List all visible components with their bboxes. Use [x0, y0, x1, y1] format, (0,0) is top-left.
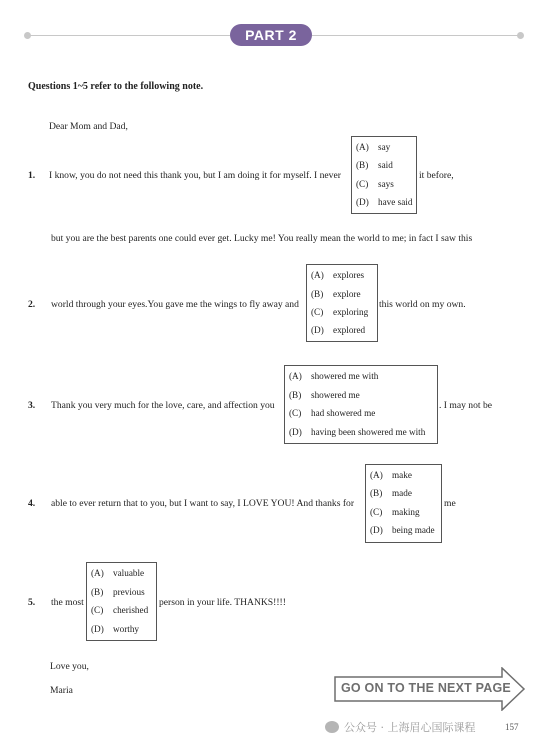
option-letter: (B)	[289, 390, 302, 400]
sentence-text: . I may not be	[439, 400, 493, 411]
option-c[interactable]	[311, 307, 368, 317]
option-letter: (B)	[356, 160, 369, 170]
option-b[interactable]	[311, 289, 361, 299]
option-text: explore	[333, 289, 361, 299]
option-text: showered me	[311, 390, 360, 400]
sentence-text: person in your life. THANKS!!!!	[159, 597, 286, 608]
option-text: having been showered me with	[311, 427, 426, 437]
sentence-text: able to ever return that to you, but I want to say, I LOVE YOU! And thanks for	[51, 498, 355, 509]
option-text: had showered me	[311, 408, 376, 418]
option-letter: (A)	[289, 371, 302, 381]
wechat-icon	[325, 721, 339, 733]
next-page-label[interactable]: GO ON TO THE NEXT PAGE	[341, 681, 511, 695]
option-text: exploring	[333, 307, 369, 317]
answer-choices-box	[365, 464, 442, 543]
watermark-text: 公众号 · 上海眉心国际课程	[344, 721, 476, 734]
greeting: Dear Mom and Dad,	[49, 121, 128, 132]
sentence-text: the most	[51, 597, 84, 608]
option-letter: (B)	[311, 289, 324, 299]
part-badge: PART 2	[230, 24, 312, 46]
option-letter: (A)	[91, 568, 104, 578]
option-letter: (B)	[370, 488, 383, 498]
instructions-heading: Questions 1~5 refer to the following note.	[28, 81, 204, 92]
question-number: 5.	[28, 597, 36, 608]
option-b[interactable]	[91, 587, 145, 597]
option-d[interactable]	[370, 525, 435, 535]
option-text: cherished	[113, 605, 149, 615]
option-text: explored	[333, 325, 366, 335]
option-text: being made	[392, 525, 435, 535]
header-rule-right	[312, 35, 520, 36]
sentence-text: me	[444, 498, 456, 509]
option-a[interactable]	[356, 142, 390, 152]
question-number: 3.	[28, 400, 36, 411]
option-letter: (D)	[289, 427, 302, 437]
option-letter: (B)	[91, 587, 104, 597]
option-b[interactable]	[289, 390, 360, 400]
option-d[interactable]	[311, 325, 365, 335]
answer-choices-box	[306, 264, 378, 342]
question-number: 2.	[28, 299, 36, 310]
option-c[interactable]	[370, 507, 420, 517]
option-letter: (D)	[91, 624, 104, 634]
sentence-text: it before,	[419, 170, 454, 181]
option-text: making	[392, 507, 420, 517]
sentence-text: I know, you do not need this thank you, but I am doing it for myself. I never	[49, 170, 341, 181]
option-a[interactable]	[289, 371, 378, 381]
sentence-text: world through your eyes.You gave me the wings to fly away and	[51, 299, 299, 310]
option-text: explores	[333, 270, 365, 280]
option-letter: (C)	[356, 179, 369, 189]
answer-choices-box	[86, 562, 157, 641]
option-c[interactable]	[356, 179, 394, 189]
option-letter: (A)	[356, 142, 369, 152]
sentence-text: Thank you very much for the love, care, and affection you	[51, 400, 275, 411]
option-letter: (D)	[356, 197, 369, 207]
page-number: 157	[505, 722, 519, 732]
option-c[interactable]	[289, 408, 375, 418]
answer-choices-box	[284, 365, 438, 444]
option-text: showered me with	[311, 371, 379, 381]
sentence-text: but you are the best parents one could ever get. Lucky me! You really mean the world to me; in fact I saw this	[51, 233, 473, 244]
option-c[interactable]	[91, 605, 148, 615]
option-text: says	[378, 179, 394, 189]
footer-watermark	[325, 719, 476, 735]
option-text: previous	[113, 587, 145, 597]
option-text: have said	[378, 197, 413, 207]
option-a[interactable]	[370, 470, 412, 480]
option-d[interactable]	[356, 197, 412, 207]
option-letter: (D)	[370, 525, 383, 535]
option-letter: (A)	[370, 470, 383, 480]
option-d[interactable]	[289, 427, 425, 437]
option-text: said	[378, 160, 393, 170]
option-a[interactable]	[311, 270, 364, 280]
option-b[interactable]	[356, 160, 393, 170]
option-letter: (C)	[311, 307, 324, 317]
option-letter: (C)	[289, 408, 302, 418]
option-letter: (D)	[311, 325, 324, 335]
answer-choices-box	[351, 136, 417, 214]
question-number: 4.	[28, 498, 36, 509]
question-number: 1.	[28, 170, 36, 181]
closing-line: Love you,	[50, 661, 89, 672]
sentence-text: this world on my own.	[379, 299, 466, 310]
option-text: say	[378, 142, 391, 152]
option-text: worthy	[113, 624, 140, 634]
option-letter: (C)	[370, 507, 383, 517]
signature-name: Maria	[50, 685, 73, 696]
option-text: make	[392, 470, 412, 480]
rule-dot-right	[517, 32, 524, 39]
option-b[interactable]	[370, 488, 412, 498]
option-letter: (C)	[91, 605, 104, 615]
option-letter: (A)	[311, 270, 324, 280]
option-a[interactable]	[91, 568, 144, 578]
header-rule-left	[28, 35, 230, 36]
option-text: made	[392, 488, 412, 498]
option-text: valuable	[113, 568, 145, 578]
option-d[interactable]	[91, 624, 139, 634]
